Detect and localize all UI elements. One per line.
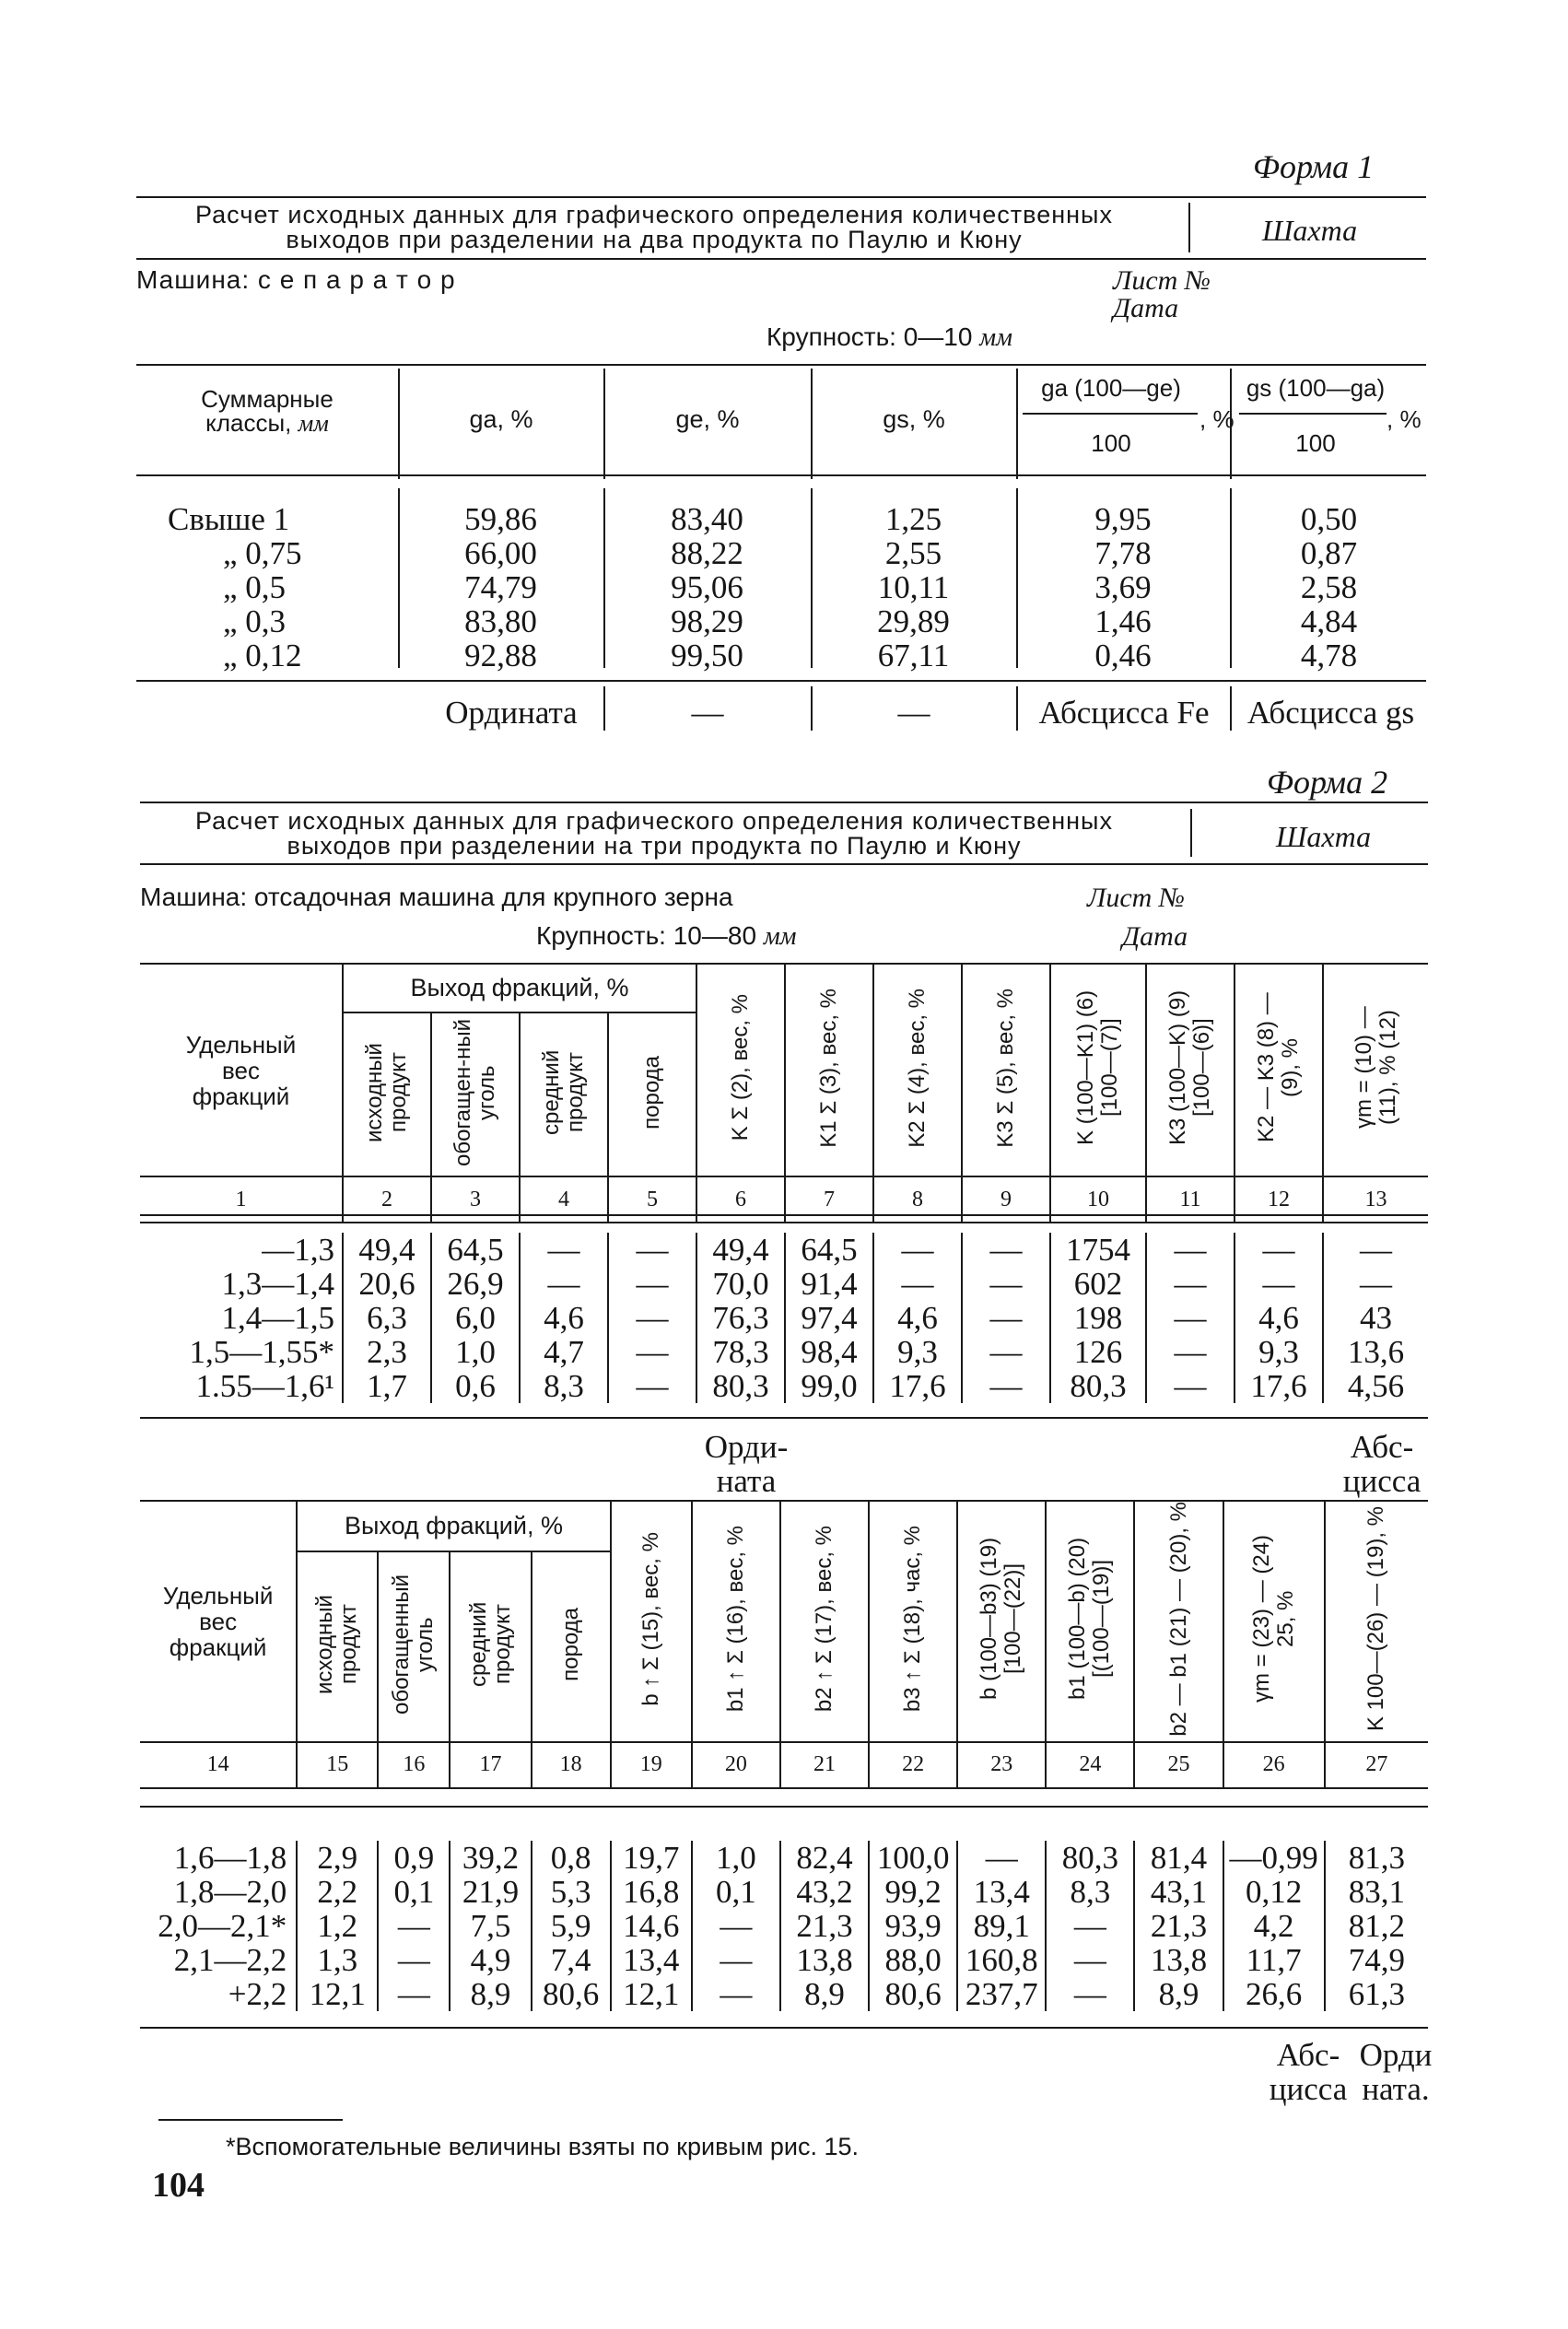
cell: 7,5 (450, 1909, 531, 1943)
page-number: 104 (152, 2166, 205, 2205)
t2-vh-2: обогащенный уголь (389, 1574, 439, 1715)
cell: — (378, 1943, 450, 1977)
cell: 2,58 (1300, 569, 1358, 605)
cell: — (1146, 1369, 1235, 1403)
f1-col6-bottom: 100 (1295, 429, 1336, 457)
table-row (140, 1841, 1428, 1875)
cell: 43,2 (780, 1875, 869, 1909)
cell: 67,11 (877, 638, 950, 673)
col-number: 12 (1235, 1176, 1323, 1223)
t2-group-header: Выход фракций, % (297, 1502, 610, 1551)
cell: 88,0 (869, 1943, 957, 1977)
table-row (138, 638, 1428, 673)
rule (140, 2027, 1428, 2029)
cell: 4,6 (1235, 1301, 1323, 1335)
cell: 1,46 (1094, 603, 1152, 639)
cell: 0,8 (532, 1841, 611, 1875)
cell: 26,9 (431, 1267, 520, 1301)
t1-vh-5: K Σ (2), вес, % (728, 994, 753, 1141)
cell: 17,6 (1235, 1369, 1323, 1403)
cell: 100,0 (869, 1841, 957, 1875)
cell: 1,0 (692, 1841, 780, 1875)
cell: 5,3 (532, 1875, 611, 1909)
cell: 1,8—2,0 (173, 1874, 287, 1910)
f1-footer-5: Абсцисса gs (1246, 695, 1415, 731)
t1-vh-1: исходный продукт (362, 1042, 411, 1142)
cell: 17,6 (873, 1369, 962, 1403)
t2-vh-13: K 100—(26) — (19), % (1363, 1506, 1389, 1732)
cell: 0,6 (431, 1369, 520, 1403)
form2-title-2: выходов при разделении на три продукта по Паулю и Кюну (287, 832, 1022, 860)
cell: 91,4 (785, 1267, 873, 1301)
cell: 74,79 (464, 569, 537, 605)
cell: 13,8 (1134, 1943, 1223, 1977)
form1-machine: Машина: с е п а р а т о р (136, 265, 456, 294)
col-number: 20 (692, 1742, 780, 1788)
cell: 13,8 (780, 1943, 869, 1977)
cell: 2,55 (884, 535, 942, 571)
cell: 1,4—1,5 (140, 1301, 343, 1335)
cell: 1,25 (884, 501, 942, 537)
cell: 83,40 (671, 501, 743, 537)
f1-footer-3: — (897, 695, 930, 731)
col-number: 14 (140, 1742, 297, 1788)
cell: 198 (1050, 1301, 1146, 1335)
t1-vh-9: K (100—K1) (6) [100—(7)] (1073, 989, 1122, 1146)
table-row (140, 1233, 1428, 1267)
f1-col1-header: Суммарные классы, мм (201, 385, 333, 437)
table-row (140, 1301, 1428, 1335)
col-rule (1016, 369, 1018, 479)
form1-size: Крупность: 0—10 мм (766, 322, 1012, 352)
form1-title-1: Расчет исходных данных для графического определения количественных (195, 201, 1113, 228)
cell: „ 0,5 (223, 569, 287, 605)
cell: 2,3 (343, 1335, 431, 1369)
col-number: 2 (343, 1176, 431, 1223)
cell: 81,3 (1348, 1840, 1405, 1876)
cell: 81,4 (1134, 1841, 1223, 1875)
t1-vh-6: K1 Σ (3), вес, % (816, 988, 841, 1148)
cell: 29,89 (877, 603, 950, 639)
t2-vh-11: b2 — b1 (21) — (20), % (1165, 1502, 1191, 1737)
cell: 1,3 (297, 1943, 378, 1977)
cell: 8,3 (1046, 1875, 1134, 1909)
cell: — (962, 1301, 1050, 1335)
col-number: 9 (962, 1176, 1050, 1223)
cell: 9,3 (1235, 1335, 1323, 1369)
cell: — (1360, 1266, 1392, 1302)
cell: 99,2 (869, 1875, 957, 1909)
col-number: 22 (869, 1742, 957, 1788)
form1-mine: Шахта (1262, 214, 1358, 247)
cell: 0,9 (378, 1841, 450, 1875)
cell: 6,0 (431, 1301, 520, 1335)
cell: 1,7 (343, 1369, 431, 1403)
t2-footer-abscissa: Абс- цисса (1269, 2037, 1348, 2107)
cell: 4,2 (1223, 1909, 1325, 1943)
cell: 43,1 (1134, 1875, 1223, 1909)
cell: 12,1 (611, 1977, 692, 2011)
cell: — (608, 1267, 696, 1301)
cell: 92,88 (464, 638, 537, 673)
t2-vh-5: b ↑ Σ (15), вес, % (638, 1532, 663, 1706)
cell: 237,7 (957, 1977, 1046, 2011)
cell: 1,2 (297, 1909, 378, 1943)
cell: — (378, 1909, 450, 1943)
cell: 0,50 (1300, 501, 1358, 537)
cell: 19,7 (611, 1841, 692, 1875)
t2-vh-12: γm = (23) — (24) 25, % (1248, 1535, 1298, 1703)
cell: 1754 (1050, 1233, 1146, 1267)
cell: — (1360, 1232, 1392, 1268)
cell: — (873, 1233, 962, 1267)
cell: 98,29 (671, 603, 743, 639)
cell: — (873, 1267, 962, 1301)
cell: 61,3 (1348, 1976, 1405, 2012)
cell: 0,12 (1223, 1875, 1325, 1909)
cell: 95,06 (671, 569, 743, 605)
cell: 4,84 (1300, 603, 1358, 639)
cell: — (608, 1335, 696, 1369)
t2-vh-1: исходный продукт (312, 1595, 362, 1694)
form2-label: Форма 2 (1267, 764, 1388, 801)
cell: 39,2 (450, 1841, 531, 1875)
col-number: 7 (785, 1176, 873, 1223)
cell: 7,4 (532, 1943, 611, 1977)
cell: 99,50 (671, 638, 743, 673)
cell: 8,9 (450, 1977, 531, 2011)
cell: 12,1 (297, 1977, 378, 2011)
cell: 2,1—2,2 (173, 1942, 287, 1978)
footnote: *Вспомогательные величины взяты по кривым рис. 15. (226, 2133, 860, 2160)
rule (140, 863, 1428, 865)
col-number: 13 (1364, 1187, 1387, 1211)
cell: 93,9 (869, 1909, 957, 1943)
cell: 4,78 (1300, 638, 1358, 673)
cell: 13,4 (957, 1875, 1046, 1909)
cell: 9,3 (873, 1335, 962, 1369)
cell: 49,4 (343, 1233, 431, 1267)
cell: 70,0 (696, 1267, 785, 1301)
t1-vh-10: K3 (100—K) (9) [100—(6)] (1165, 989, 1214, 1146)
cell: 1,5—1,55* (140, 1335, 343, 1369)
cell: 83,80 (464, 603, 537, 639)
cell: „ 0,75 (223, 535, 302, 571)
cell: — (1046, 1943, 1134, 1977)
cell: 26,6 (1223, 1977, 1325, 2011)
t2-vh-6: b1 ↑ Σ (16), вес, % (722, 1526, 748, 1713)
cell: 89,1 (957, 1909, 1046, 1943)
f1-col5-top: ga (100—ge) (1041, 374, 1181, 402)
t1-vh-2: обогащен-ный уголь (451, 1018, 499, 1166)
cell: 80,6 (869, 1977, 957, 2011)
cell: 83,1 (1348, 1874, 1405, 1910)
col-number: 8 (873, 1176, 962, 1223)
t2-vh-10: b1 (100—b) (20) [(100—(19)] (1065, 1538, 1115, 1701)
cell: 14,6 (611, 1909, 692, 1943)
cell: — (692, 1909, 780, 1943)
col-number: 26 (1223, 1742, 1325, 1788)
cell: „ 0,12 (223, 638, 302, 673)
cell: — (962, 1233, 1050, 1267)
t1-footer-ordinate: Орди- ната (704, 1429, 789, 1499)
form2-table2-body (140, 1841, 1428, 2011)
cell: 13,6 (1347, 1334, 1405, 1370)
rule (140, 1806, 1428, 1808)
cell: 7,78 (1094, 535, 1152, 571)
col-number: 17 (450, 1742, 531, 1788)
rule (140, 802, 1428, 803)
cell: 21,3 (1134, 1909, 1223, 1943)
form2-size: Крупность: 10—80 мм (536, 921, 797, 951)
cell: 49,4 (696, 1233, 785, 1267)
cell: 1.55—1,6¹ (140, 1369, 343, 1403)
f1-col6-suffix: , % (1387, 405, 1422, 433)
table-row (140, 1909, 1428, 1943)
form2-machine: Машина: отсадочная машина для крупного зерна (140, 883, 733, 911)
f1-col4-header: gs, % (883, 405, 945, 433)
table-row (138, 570, 1428, 604)
cell: 21,3 (780, 1909, 869, 1943)
cell: 20,6 (343, 1267, 431, 1301)
form1-table (138, 502, 1428, 673)
rule (140, 1214, 1428, 1216)
f1-col6-top: gs (100—ga) (1246, 374, 1386, 402)
table-row (140, 1369, 1428, 1403)
rule (1190, 809, 1192, 857)
fraction-bar (1239, 413, 1387, 415)
f1-footer-2: — (691, 695, 724, 731)
footnote-rule (158, 2119, 343, 2121)
cell: — (957, 1841, 1046, 1875)
cell: „ 0,3 (223, 603, 287, 639)
fraction-bar (1023, 413, 1198, 415)
cell: Свыше 1 (168, 501, 290, 537)
cell: 81,2 (1348, 1908, 1405, 1944)
cell: — (1235, 1267, 1323, 1301)
col-number: 23 (957, 1742, 1046, 1788)
cell: — (692, 1943, 780, 1977)
f1-footer-4: Абсцисса Fe (1038, 695, 1210, 731)
t2-vh-8: b3 ↑ Σ (18), час, % (900, 1526, 926, 1713)
t1-group-header: Выход фракций, % (343, 965, 696, 1012)
col-number: 19 (611, 1742, 692, 1788)
cell: — (962, 1335, 1050, 1369)
cell: 64,5 (785, 1233, 873, 1267)
rule (136, 196, 1426, 198)
form2-mine: Шахта (1276, 820, 1372, 853)
cell: 80,3 (1046, 1841, 1134, 1875)
cell: 4,6 (520, 1301, 608, 1335)
cell: 1,3—1,4 (140, 1267, 343, 1301)
cell: 6,3 (343, 1301, 431, 1335)
table-row (138, 604, 1428, 638)
cell: 2,2 (297, 1875, 378, 1909)
f1-col5-suffix: , % (1199, 405, 1235, 433)
cell: 74,9 (1348, 1942, 1405, 1978)
t1-vh-7: K2 Σ (4), вес, % (905, 988, 930, 1148)
form2-table1 (140, 965, 1428, 1223)
cell: 80,6 (532, 1977, 611, 2011)
table-row (138, 536, 1428, 570)
cell: 4,9 (450, 1943, 531, 1977)
cell: 1,6—1,8 (173, 1840, 287, 1876)
cell: 43 (1360, 1300, 1392, 1336)
cell: 97,4 (785, 1301, 873, 1335)
rule (136, 258, 1426, 260)
f1-col5-bottom: 100 (1091, 429, 1131, 457)
rule (1188, 203, 1190, 252)
cell: — (962, 1267, 1050, 1301)
col-number: 15 (297, 1742, 378, 1788)
cell: 4,56 (1347, 1368, 1405, 1404)
cell: 78,3 (696, 1335, 785, 1369)
t2-footer-ordinate: Орди ната. (1359, 2037, 1433, 2107)
rule (140, 1417, 1428, 1419)
col-number: 21 (780, 1742, 869, 1788)
form2-table2 (140, 1502, 1428, 1789)
col-number: 18 (532, 1742, 611, 1788)
cell: 8,9 (1134, 1977, 1223, 2011)
cell: — (520, 1233, 608, 1267)
t2-vh-7: b2 ↑ Σ (17), вес, % (812, 1526, 837, 1713)
cell: — (692, 1977, 780, 2011)
cell: 99,0 (785, 1369, 873, 1403)
cell: 59,86 (464, 501, 537, 537)
rule (136, 364, 1426, 366)
cell: — (1046, 1977, 1134, 2011)
cell: 4,7 (520, 1335, 608, 1369)
form2-date: Дата (1122, 921, 1188, 952)
form1-label: Форма 1 (1253, 148, 1375, 185)
t1-vh-4: порода (639, 1055, 664, 1129)
cell: — (608, 1233, 696, 1267)
table-row (140, 1977, 1428, 2011)
col-number: 11 (1146, 1176, 1235, 1223)
cell: 3,69 (1094, 569, 1152, 605)
t1-vh-12: γm = (10) — (11), % (12) (1351, 1006, 1400, 1129)
cell: — (1146, 1267, 1235, 1301)
form2-sheet: Лист № (1087, 883, 1186, 913)
cell: 2,9 (297, 1841, 378, 1875)
cell: 21,9 (450, 1875, 531, 1909)
cell: 126 (1050, 1335, 1146, 1369)
cell: 88,22 (671, 535, 743, 571)
col-number: 4 (520, 1176, 608, 1223)
cell: 66,00 (464, 535, 537, 571)
cell: —1,3 (140, 1233, 343, 1267)
table-row (138, 502, 1428, 536)
rule (136, 474, 1426, 476)
cell: — (608, 1369, 696, 1403)
col-number: 25 (1134, 1742, 1223, 1788)
col-number: 27 (1365, 1752, 1388, 1777)
cell: 10,11 (877, 569, 950, 605)
cell: 16,8 (611, 1875, 692, 1909)
table-row (140, 1943, 1428, 1977)
col-number: 24 (1046, 1742, 1134, 1788)
table-row (140, 1335, 1428, 1369)
cell: — (1235, 1233, 1323, 1267)
cell: 82,4 (780, 1841, 869, 1875)
rule (136, 680, 1426, 682)
cell: 0,46 (1094, 638, 1152, 673)
col-number: 16 (378, 1742, 450, 1788)
cell: 8,3 (520, 1369, 608, 1403)
t2-vh-3: средний продукт (465, 1601, 515, 1688)
cell: 80,3 (1050, 1369, 1146, 1403)
cell: 602 (1050, 1267, 1146, 1301)
t2-vh-4: порода (557, 1608, 583, 1681)
f1-col3-header: ge, % (675, 405, 740, 433)
f1-footer-1: Ордината (445, 695, 578, 731)
cell: 5,9 (532, 1909, 611, 1943)
form1-title-2: выходов при разделении на два продукта по Паулю и Кюну (286, 226, 1023, 253)
cell: — (378, 1977, 450, 2011)
col-number: 6 (696, 1176, 785, 1223)
col-number: 1 (140, 1176, 343, 1223)
form1-date: Дата (1113, 293, 1179, 323)
t1-footer-abscissa: Абс- цисса (1342, 1429, 1422, 1499)
t2-col1-header: Удельный вес фракций (140, 1502, 297, 1742)
t2-vh-9: b (100—b3) (19) [100—(22)] (977, 1538, 1026, 1701)
cell: —0,99 (1223, 1841, 1325, 1875)
cell: 0,87 (1300, 535, 1358, 571)
form2-title-1: Расчет исходных данных для графического определения количественных (195, 807, 1113, 835)
cell: 11,7 (1223, 1943, 1325, 1977)
cell: 9,95 (1094, 501, 1152, 537)
cell: — (1146, 1233, 1235, 1267)
cell: — (1046, 1909, 1134, 1943)
col-number: 3 (431, 1176, 520, 1223)
cell: 64,5 (431, 1233, 520, 1267)
cell: — (1146, 1301, 1235, 1335)
cell: — (520, 1267, 608, 1301)
t1-vh-8: K3 Σ (5), вес, % (993, 988, 1018, 1148)
cell: — (608, 1301, 696, 1335)
t1-vh-3: средний продукт (539, 1049, 588, 1135)
table-row (140, 1875, 1428, 1909)
cell: — (1146, 1335, 1235, 1369)
table-row (140, 1267, 1428, 1301)
cell: 1,0 (431, 1335, 520, 1369)
cell: 76,3 (696, 1301, 785, 1335)
cell: 0,1 (692, 1875, 780, 1909)
cell: 2,0—2,1* (158, 1908, 287, 1944)
cell: 160,8 (957, 1943, 1046, 1977)
col-number: 5 (608, 1176, 696, 1223)
cell: 4,6 (873, 1301, 962, 1335)
cell: 0,1 (378, 1875, 450, 1909)
cell: 98,4 (785, 1335, 873, 1369)
f1-col2-header: ga, % (469, 405, 533, 433)
cell: — (962, 1369, 1050, 1403)
t1-col1-header: Удельный вес фракций (140, 965, 343, 1176)
form1-sheet: Лист № (1113, 265, 1211, 296)
cell: 8,9 (780, 1977, 869, 2011)
cell: 80,3 (696, 1369, 785, 1403)
cell: +2,2 (228, 1976, 287, 2012)
col-number: 10 (1050, 1176, 1146, 1223)
cell: 13,4 (611, 1943, 692, 1977)
form2-table1-body (140, 1233, 1428, 1403)
t1-vh-11: K2 — K3 (8) — (9), % (1254, 992, 1303, 1143)
